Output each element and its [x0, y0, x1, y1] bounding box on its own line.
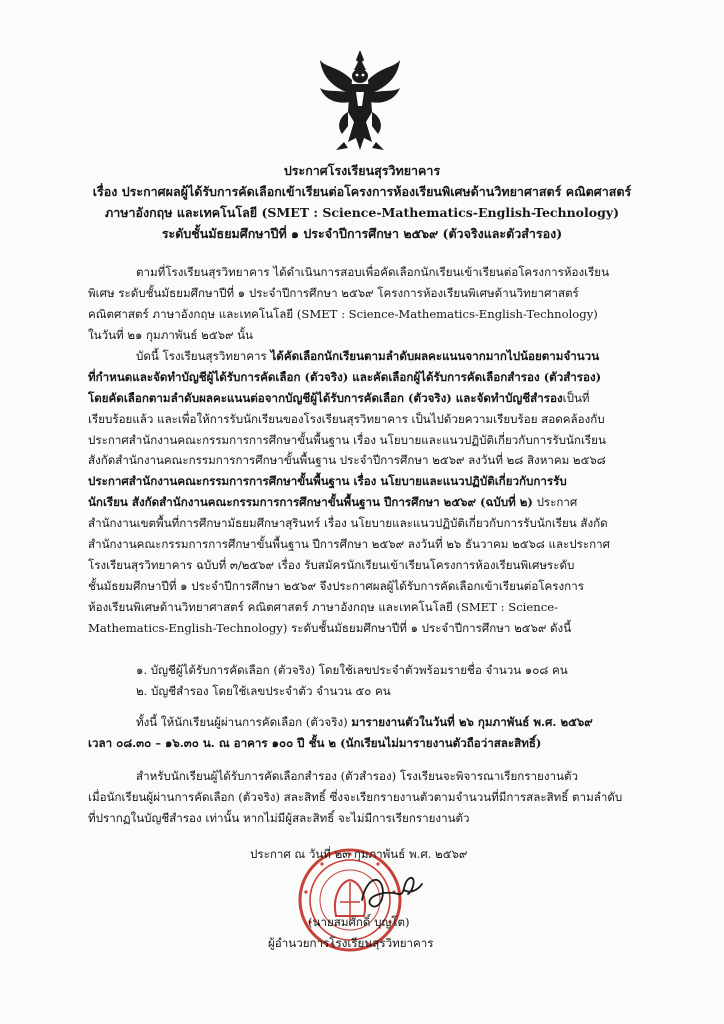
paragraph-2-line: ประกาศสำนักงานคณะกรรมการการศึกษาขั้นพื้นฐาน เรื่อง นโยบายและแนวปฏิบัติเกี่ยวกับการรับ [88, 474, 567, 489]
paragraph-2-line: โรงเรียนสุรวิทยาคาร ฉบับที่ ๓/๒๕๖๙ เรื่อง รับสมัครนักเรียนเข้าเรียนโครงการห้องเรียนพิเศษระดับ [88, 557, 575, 572]
emphasis-text: โดยคัดเลือกตามลำดับผลคะแนนต่อจากบัญชีผู้ได้รับการคัดเลือก (ตัวจริง) และจัดทำบัญชีสำรอง [88, 390, 563, 405]
paragraph-1-line: ในวันที่ ๒๑ กุมภาพันธ์ ๒๕๖๙ นั้น [88, 327, 253, 342]
paragraph-1 [88, 262, 654, 346]
paragraph-2-line: Mathematics-English-Technology) ระดับชั้นมัธยมศึกษาปีที่ ๑ ประจำปีการศึกษา ๒๕๖๙ ดังนี้ [88, 620, 572, 635]
paragraph-2-line: ที่กำหนดและจัดทำบัญชีผู้ได้รับการคัดเลือก (ตัวจริง) และคัดเลือกผู้ได้รับการคัดเลือกสำรอง (ตัวสำรอง) [88, 369, 602, 384]
director-position: ผู้อำนวยการโรงเรียนสุรวิทยาคาร [268, 936, 434, 950]
text-run: บัดนี้ โรงเรียนสุรวิทยาคาร [136, 349, 271, 363]
director-name: (นายสมศักดิ์ บุญโต) [308, 915, 410, 929]
announcement-subject-line2: ภาษาอังกฤษ และเทคโนโลยี (SMET : Science-Mathematics-English-Technology) [104, 205, 620, 220]
director-signature [356, 860, 426, 920]
paragraph-1-line: พิเศษ ระดับชั้นมัธยมศึกษาปีที่ ๑ ประจำปีการศึกษา ๒๕๖๙ โครงการห้องเรียนพิเศษด้านวิทยาศาสตร์ [88, 285, 579, 300]
paragraph-4 [88, 766, 654, 829]
garuda-emblem-icon [318, 46, 402, 156]
paragraph-2-line [88, 346, 654, 367]
paragraph-2-line: สังกัดสำนักงานคณะกรรมการการศึกษาขั้นพื้นฐาน ประจำปีการศึกษา ๒๕๖๙ ลงวันที่ ๒๘ สิงหาคม ๒๕๖๘ [88, 453, 606, 468]
emphasis-text: นักเรียน สังกัดสำนักงานคณะกรรมการการศึกษาขั้นพื้นฐาน ปีการศึกษา ๒๕๖๙ (ฉบับที่ ๒) [88, 495, 533, 510]
announcement-subject: เรื่อง ประกาศผลผู้ได้รับการคัดเลือกเข้าเรียนต่อโครงการห้องเรียนพิเศษด้านวิทยาศาสตร์ คณิตศาสตร์ [92, 184, 632, 199]
paragraph-4-line: เมื่อนักเรียนผู้ผ่านการคัดเลือก (ตัวจริง) สละสิทธิ์ ซึ่งจะเรียกรายงานตัวตามจำนวนที่มีการสละสิทธิ์ ตามลำดับ [88, 789, 623, 804]
text-run: เป็นที่ [562, 390, 590, 405]
paragraph-2-line: เรียบร้อยแล้ว และเพื่อให้การรับนักเรียนของโรงเรียนสุรวิทยาคาร เป็นไปด้วยความเรียบร้อย สอดคล้องกับ [88, 411, 605, 426]
paragraph-2-line: ชั้นมัธยมศึกษาปีที่ ๑ ประจำปีการศึกษา ๒๕๖๙ จึงประกาศผลผู้ได้รับการคัดเลือกเข้าเรียนต่อโครงการ [88, 578, 584, 593]
list-item: ๑. บัญชีผู้ได้รับการคัดเลือก (ตัวจริง) โดยใช้เลขประจำตัวพร้อมรายชื่อ จำนวน ๑๐๘ คน [136, 663, 568, 677]
report-date-text: มารายงานตัวในวันที่ ๒๖ กุมภาพันธ์ พ.ศ. ๒๕๖๙ [351, 715, 593, 729]
report-time-location: เวลา ๐๘.๓๐ – ๑๖.๓๐ น. ณ อาคาร ๑๐๐ ปี ชั้น ๒ (นักเรียนไม่มารายงานตัวถือว่าสละสิทธิ์) [88, 735, 542, 750]
paragraph-1-line: ตามที่โรงเรียนสุรวิทยาคาร ได้ดำเนินการสอบเพื่อคัดเลือกนักเรียนเข้าเรียนต่อโครงการห้องเรียน [136, 265, 610, 279]
text-run: ทั้งนี้ ให้นักเรียนผู้ผ่านการคัดเลือก (ตัวจริง) [136, 715, 352, 729]
announcement-date: ประกาศ ณ วันที่ ๒๓ กุมภาพันธ์ พ.ศ. ๒๕๖๙ [250, 847, 468, 861]
paragraph-4-line: สำหรับนักเรียนผู้ได้รับการคัดเลือกสำรอง (ตัวสำรอง) โรงเรียนจะพิจารณาเรียกรายงานตัว [136, 769, 578, 783]
paragraph-2-line [88, 388, 654, 409]
result-list [136, 660, 656, 702]
paragraph-1-line: คณิตศาสตร์ ภาษาอังกฤษ และเทคโนโลยี (SMET : Science-Mathematics-English-Technology) [88, 306, 598, 321]
paragraph-2-line: ห้องเรียนพิเศษด้านวิทยาศาสตร์ คณิตศาสตร์ ภาษาอังกฤษ และเทคโนโลยี (SMET : Science- [88, 599, 558, 614]
text-run: ประกาศ [532, 495, 578, 510]
list-item: ๒. บัญชีสำรอง โดยใช้เลขประจำตัว จำนวน ๕๐ คน [136, 683, 391, 698]
paragraph-3 [88, 712, 654, 754]
paragraph-2 [88, 346, 654, 638]
announcement-subject-line3: ระดับชั้นมัธยมศึกษาปีที่ ๑ ประจำปีการศึกษา ๒๕๖๙ (ตัวจริงและตัวสำรอง) [161, 226, 563, 241]
paragraph-2-line: สำนักงานคณะกรรมการการศึกษาขั้นพื้นฐาน ปีการศึกษา ๒๕๖๙ ลงวันที่ ๒๖ ธันวาคม ๒๕๖๘ และประกาศ [88, 537, 610, 552]
paragraph-3-line [88, 712, 654, 733]
emphasis-text: ได้คัดเลือกนักเรียนตามลำดับผลคะแนนจากมากไปน้อยตามจำนวน [270, 349, 600, 363]
paragraph-4-line: ที่ปรากฏในบัญชีสำรอง เท่านั้น หากไม่มีผู้สละสิทธิ์ จะไม่มีการเรียกรายงานตัว [88, 810, 470, 825]
paragraph-2-line [88, 492, 654, 513]
paragraph-2-line: สำนักงานเขตพื้นที่การศึกษามัธยมศึกษาสุรินทร์ เรื่อง นโยบายและแนวปฏิบัติเกี่ยวกับการรับนักเรียน สังกัด [88, 516, 608, 531]
paragraph-2-line: ประกาศสำนักงานคณะกรรมการการศึกษาขั้นพื้นฐาน เรื่อง นโยบายและแนวปฏิบัติเกี่ยวกับการรับนักเรียน [88, 432, 606, 447]
announcement-title: ประกาศโรงเรียนสุรวิทยาคาร [283, 163, 441, 178]
